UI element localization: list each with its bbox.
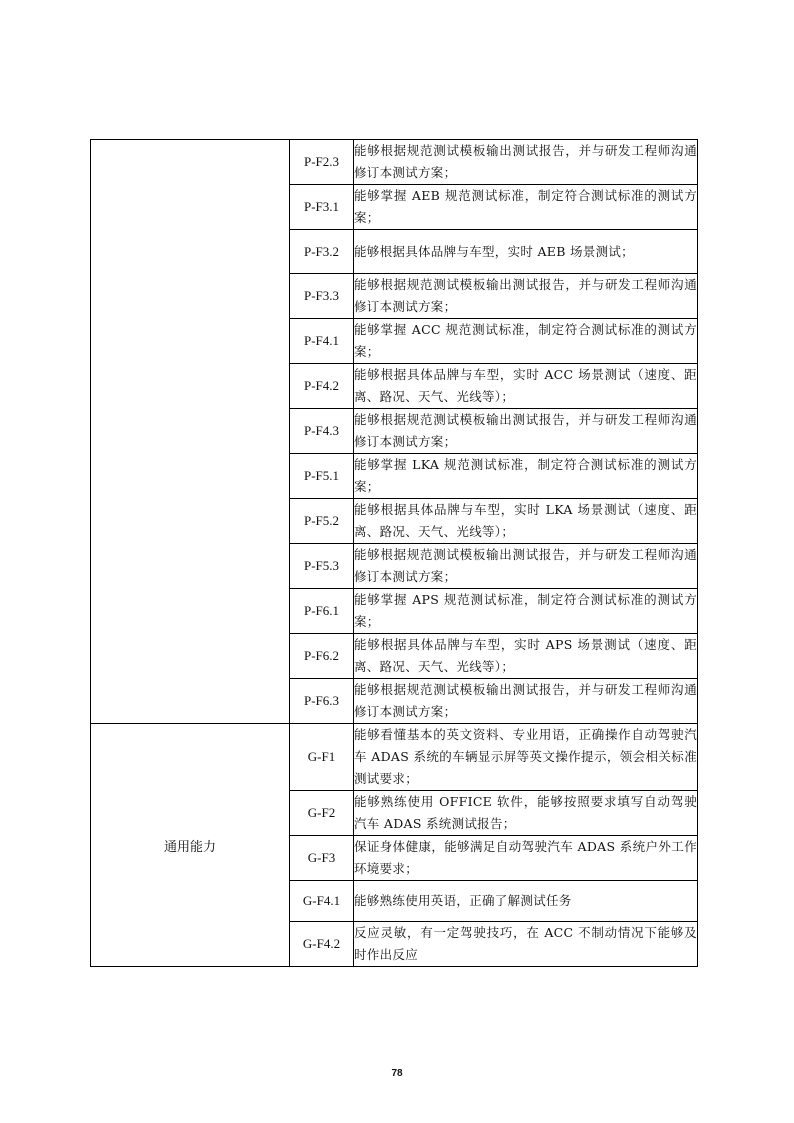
- code-cell: P-F6.3: [290, 679, 354, 724]
- code-cell: P-F5.2: [290, 499, 354, 544]
- description-cell: 能够根据规范测试模板输出测试报告，并与研发工程师沟通修订本测试方案；: [354, 544, 698, 589]
- code-cell: P-F3.1: [290, 185, 354, 230]
- code-cell: G-F2: [290, 791, 354, 836]
- code-cell: P-F4.2: [290, 364, 354, 409]
- description-cell: 能够根据规范测试模板输出测试报告，并与研发工程师沟通修订本测试方案；: [354, 140, 698, 185]
- code-cell: P-F4.3: [290, 409, 354, 454]
- description-cell: 能够根据具体品牌与车型，实时 ACC 场景测试（速度、距离、路况、天气、光线等）；: [354, 364, 698, 409]
- description-cell: 反应灵敏，有一定驾驶技巧，在 ACC 不制动情况下能够及时作出反应: [354, 922, 698, 967]
- code-cell: P-F4.1: [290, 319, 354, 364]
- description-cell: 能够熟练使用英语，正确了解测试任务: [354, 881, 698, 922]
- description-cell: 能够掌握 AEB 规范测试标准，制定符合测试标准的测试方案；: [354, 185, 698, 230]
- description-cell: 能够根据规范测试模板输出测试报告，并与研发工程师沟通修订本测试方案；: [354, 409, 698, 454]
- code-cell: P-F6.2: [290, 634, 354, 679]
- description-cell: 能够掌握 LKA 规范测试标准，制定符合测试标准的测试方案；: [354, 454, 698, 499]
- table-row: [91, 724, 698, 791]
- code-cell: P-F5.3: [290, 544, 354, 589]
- description-cell: 能够掌握 APS 规范测试标准，制定符合测试标准的测试方案；: [354, 589, 698, 634]
- code-cell: P-F3.3: [290, 274, 354, 319]
- description-cell: 能够熟练使用 OFFICE 软件，能够按照要求填写自动驾驶汽车 ADAS 系统测试报告；: [354, 791, 698, 836]
- code-cell: G-F4.1: [290, 881, 354, 922]
- description-cell: 保证身体健康，能够满足自动驾驶汽车 ADAS 系统户外工作环境要求；: [354, 836, 698, 881]
- code-cell: G-F3: [290, 836, 354, 881]
- description-cell: 能够看懂基本的英文资料、专业用语，正确操作自动驾驶汽车 ADAS 系统的车辆显示屏等英文操作提示，领会相关标准测试要求；: [354, 724, 698, 791]
- competency-table-body: [91, 140, 698, 967]
- description-cell: 能够根据具体品牌与车型，实时 AEB 场景测试；: [354, 230, 698, 274]
- code-cell: P-F5.1: [290, 454, 354, 499]
- page-number: 78: [391, 1068, 403, 1079]
- description-cell: 能够根据具体品牌与车型，实时 LKA 场景测试（速度、距离、路况、天气、光线等）；: [354, 499, 698, 544]
- competency-table: [90, 139, 698, 967]
- code-cell: P-F3.2: [290, 230, 354, 274]
- table-row: [91, 140, 698, 185]
- description-cell: 能够根据具体品牌与车型，实时 APS 场景测试（速度、距离、路况、天气、光线等）；: [354, 634, 698, 679]
- description-cell: 能够根据规范测试模板输出测试报告，并与研发工程师沟通修订本测试方案；: [354, 274, 698, 319]
- code-cell: P-F2.3: [290, 140, 354, 185]
- description-cell: 能够掌握 ACC 规范测试标准，制定符合测试标准的测试方案；: [354, 319, 698, 364]
- category-cell: [91, 140, 290, 724]
- code-cell: G-F4.2: [290, 922, 354, 967]
- description-cell: 能够根据规范测试模板输出测试报告，并与研发工程师沟通修订本测试方案；: [354, 679, 698, 724]
- category-cell: 通用能力: [91, 724, 290, 967]
- code-cell: G-F1: [290, 724, 354, 791]
- code-cell: P-F6.1: [290, 589, 354, 634]
